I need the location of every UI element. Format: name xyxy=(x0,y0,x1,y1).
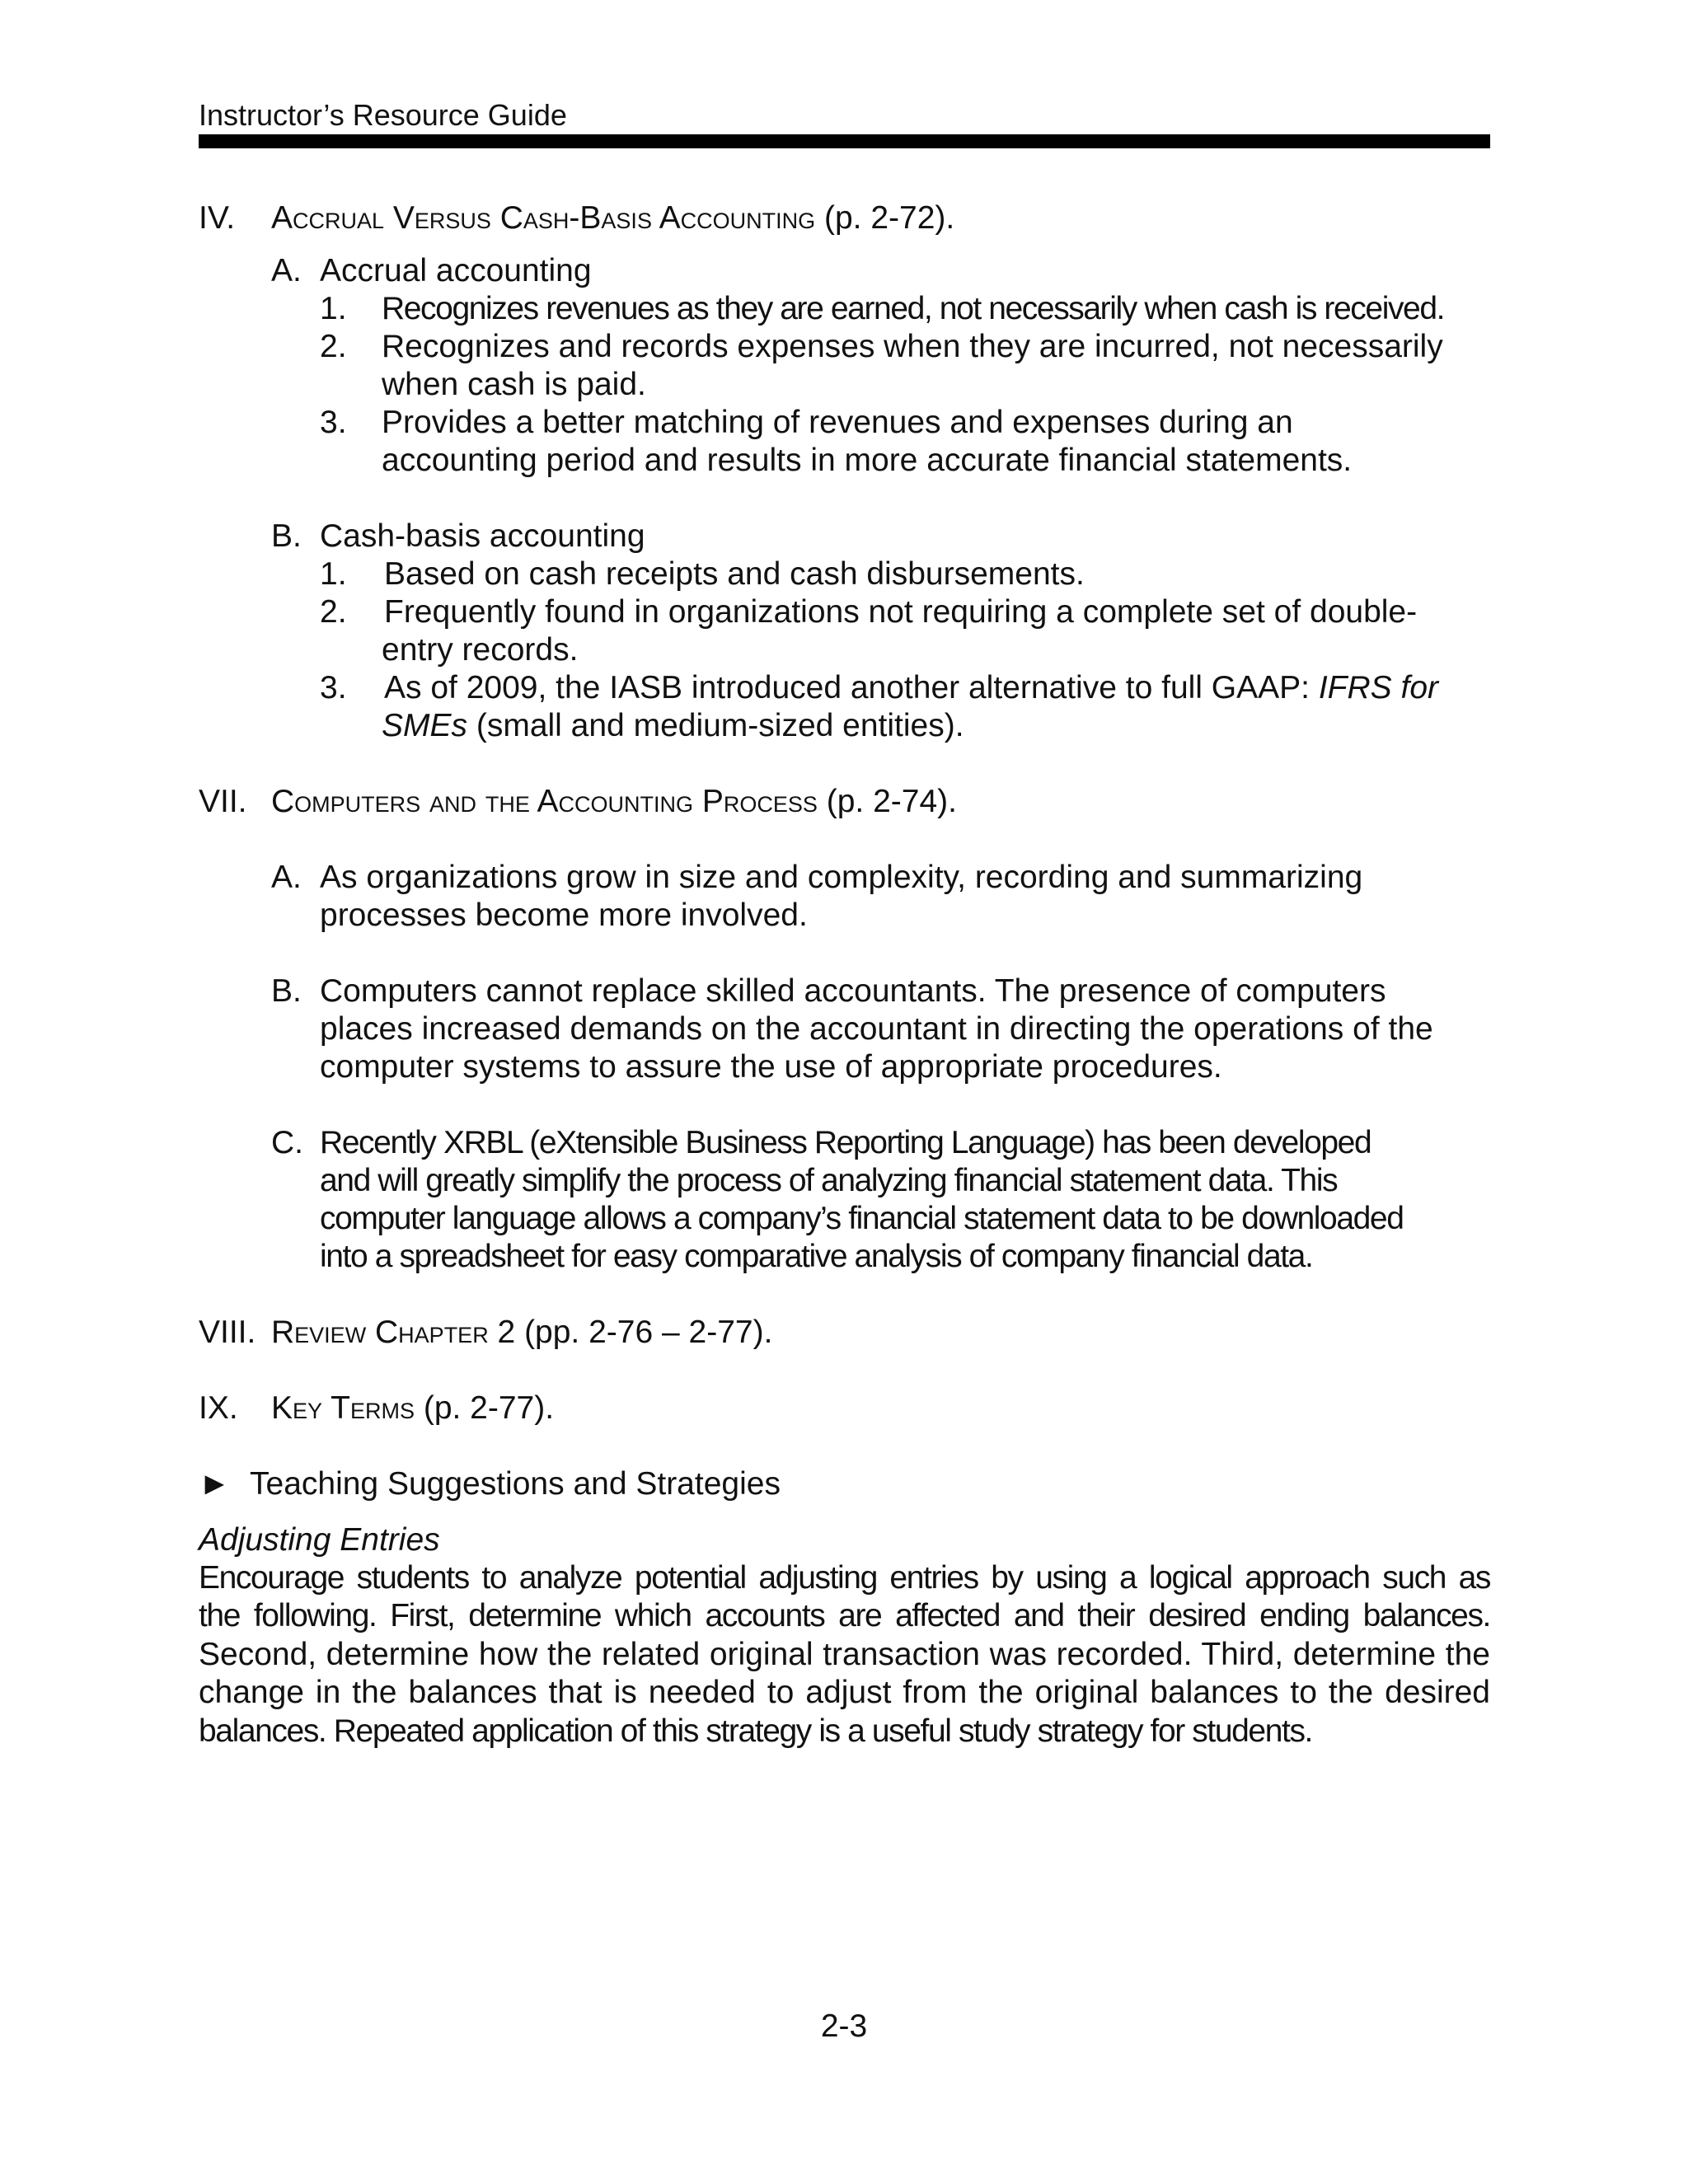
section-ix-number: IX. xyxy=(199,1390,238,1426)
paragraph-line: change in the balances that is needed to adjust from the original balances to the desired xyxy=(199,1675,1490,1711)
section-iv-ref: (p. 2-72). xyxy=(815,200,955,236)
list-item-text xyxy=(382,707,964,745)
list-item-number: 2. xyxy=(320,594,347,630)
list-item-number: 2. xyxy=(320,329,347,364)
list-item-number: 1. xyxy=(320,291,347,326)
section-iv-b-label: Cash-basis accounting xyxy=(320,518,645,554)
header-rule xyxy=(199,134,1490,148)
list-item-italic-part: SMEs xyxy=(382,708,468,743)
list-item-text: entry records. xyxy=(382,632,579,668)
section-iv-b-letter: B. xyxy=(271,518,302,554)
section-vii-title: Computers and the Accounting Process xyxy=(271,784,818,819)
section-vii-ref: (p. 2-74). xyxy=(817,784,957,819)
pointer-arrow-icon: ► xyxy=(199,1466,231,1502)
list-item-text: accounting period and results in more accurate financial statements. xyxy=(382,443,1353,478)
paragraph-line: As organizations grow in size and complexity, recording and summarizing xyxy=(320,860,1363,895)
section-viii-heading xyxy=(271,1314,772,1352)
paragraph-line: Computers cannot replace skilled accountants. The presence of computers xyxy=(320,973,1386,1009)
teaching-paragraph xyxy=(199,1559,1490,1750)
paragraph-line: Recently XRBL (eXtensible Business Reporting Language) has been developed xyxy=(320,1125,1372,1160)
list-item-text: Recognizes and records expenses when they are incurred, not necessarily xyxy=(382,329,1443,364)
list-item-text xyxy=(384,669,1438,707)
section-iv-a-label: Accrual accounting xyxy=(320,253,592,288)
list-item-number: 3. xyxy=(320,405,347,440)
section-iv-title: Accrual Versus Cash-Basis Accounting xyxy=(271,200,816,236)
paragraph-line: and will greatly simplify the process of analyzing financial statement data. This xyxy=(320,1163,1338,1198)
section-ix-heading xyxy=(271,1390,554,1427)
teaching-heading: Teaching Suggestions and Strategies xyxy=(250,1466,781,1502)
section-viii-title-num: 2 xyxy=(488,1315,516,1350)
section-iv-heading xyxy=(271,199,954,237)
paragraph-line: computer language allows a company’s financial statement data to be downloaded xyxy=(320,1201,1404,1236)
section-viii-ref: (pp. 2-76 – 2-77). xyxy=(515,1315,773,1350)
list-item-number: 3. xyxy=(320,670,347,705)
section-vii-b-letter: B. xyxy=(271,973,302,1009)
list-item-text: Recognizes revenues as they are earned, not necessarily when cash is received. xyxy=(382,291,1445,326)
running-header: Instructor’s Resource Guide xyxy=(199,98,567,132)
paragraph-line: places increased demands on the accountant in directing the operations of the xyxy=(320,1011,1433,1047)
list-item-text: Provides a better matching of revenues and expenses during an xyxy=(382,405,1293,440)
paragraph-line: balances. Repeated application of this strategy is a useful study strategy for students. xyxy=(199,1713,1312,1749)
section-ix-title: Key Terms xyxy=(271,1390,415,1426)
list-item-number: 1. xyxy=(320,556,347,592)
section-vii-heading xyxy=(271,783,957,821)
paragraph-line: Second, determine how the related original transaction was recorded. Third, determine the xyxy=(199,1636,1490,1672)
section-vii-a-letter: A. xyxy=(271,860,302,895)
list-item-text: Based on cash receipts and cash disbursements. xyxy=(384,556,1085,592)
page-number: 2-3 xyxy=(820,2008,868,2044)
paragraph-line: the following. First, determine which accounts are affected and their desired ending balances. xyxy=(199,1598,1490,1634)
paragraph-line: Encourage students to analyze potential adjusting entries by using a logical approach such as xyxy=(199,1560,1490,1596)
paragraph-line: processes become more involved. xyxy=(320,898,808,933)
paragraph-line: computer systems to assure the use of appropriate procedures. xyxy=(320,1049,1222,1085)
list-item-text-part: As of 2009, the IASB introduced another alternative to full GAAP: xyxy=(384,670,1319,705)
list-item-text: Frequently found in organizations not requiring a complete set of double- xyxy=(384,594,1418,630)
section-iv-a-letter: A. xyxy=(271,253,302,288)
list-item-italic-part: IFRS for xyxy=(1318,670,1439,705)
list-item-text-part: (small and medium-sized entities). xyxy=(467,708,964,743)
section-viii-number: VIII. xyxy=(199,1315,256,1350)
section-vii-c-letter: C. xyxy=(271,1125,303,1160)
section-viii-title: Review Chapter xyxy=(271,1315,489,1350)
section-vii-number: VII. xyxy=(199,784,247,819)
section-ix-ref: (p. 2-77). xyxy=(415,1390,555,1426)
list-item-text: when cash is paid. xyxy=(382,367,646,402)
section-iv-number: IV. xyxy=(199,200,236,236)
teaching-subheading: Adjusting Entries xyxy=(199,1522,440,1558)
paragraph-line: into a spreadsheet for easy comparative analysis of company financial data. xyxy=(320,1239,1313,1274)
teaching-heading-line xyxy=(199,1465,781,1503)
